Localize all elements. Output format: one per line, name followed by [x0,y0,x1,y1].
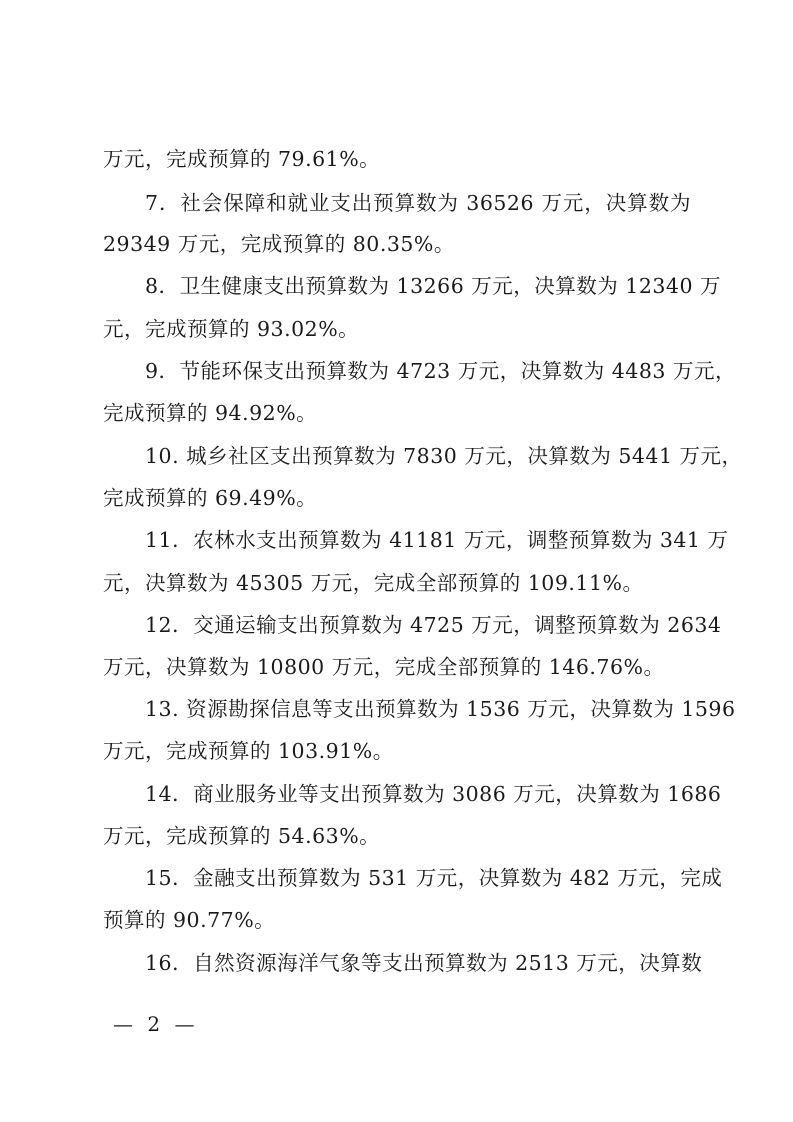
paragraph-line: 万元，决算数为 10800 万元，完成全部预算的 146.76%。 [103,655,665,679]
paragraph-line: 预算的 90.77%。 [103,908,276,932]
paragraph-line: 16．自然资源海洋气象等支出预算数为 2513 万元，决算数 [145,951,703,975]
paragraph-line: 元，完成预算的 93.02%。 [103,317,360,341]
paragraph-line: 15．金融支出预算数为 531 万元，决算数为 482 万元，完成 [145,866,723,890]
paragraph-line: 完成预算的 94.92%。 [103,401,318,425]
paragraph-line: 14．商业服务业等支出预算数为 3086 万元，决算数为 1686 [145,782,722,806]
paragraph-line: 11．农林水支出预算数为 41181 万元，调整预算数为 341 万 [145,528,729,552]
paragraph-line: 8．卫生健康支出预算数为 13266 万元，决算数为 12340 万 [145,274,722,298]
paragraph-line: 万元，完成预算的 103.91%。 [103,739,394,763]
paragraph-line: 万元，完成预算的 54.63%。 [103,824,381,848]
paragraph-line: 万元，完成预算的 79.61%。 [103,147,381,171]
paragraph-line: 7．社会保障和就业支出预算数为 36526 万元，决算数为 [145,191,691,215]
paragraph-line: 完成预算的 69.49%。 [103,486,318,510]
page-number: — 2 — [113,1012,199,1036]
paragraph-line: 13. 资源勘探信息等支出预算数为 1536 万元，决算数为 1596 [145,697,736,721]
paragraph-line: 9．节能环保支出预算数为 4723 万元，决算数为 4483 万元， [145,359,736,383]
paragraph-line: 29349 万元，完成预算的 80.35%。 [103,232,455,256]
paragraph-line: 元，决算数为 45305 万元，完成全部预算的 109.11%。 [103,571,644,595]
paragraph-line: 12．交通运输支出预算数为 4725 万元，调整预算数为 2634 [145,613,722,637]
paragraph-line: 10. 城乡社区支出预算数为 7830 万元，决算数为 5441 万元， [145,444,743,468]
